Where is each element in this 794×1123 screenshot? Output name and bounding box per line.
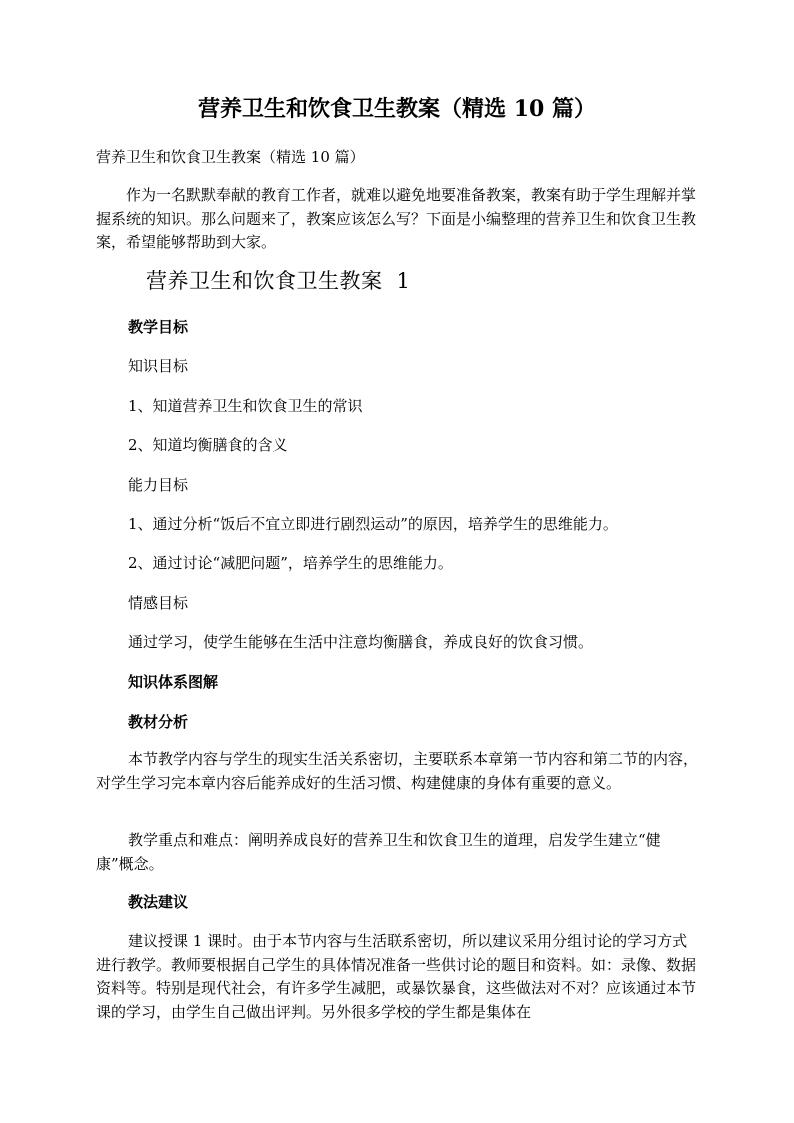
document-subtitle: 营养卫生和饮食卫生教案（精选 10 篇） bbox=[96, 148, 365, 166]
teaching-goals-heading: 教学目标 bbox=[128, 318, 189, 336]
ability-item-1: 1、通过分析“饭后不宜立即进行剧烈运动”的原因，培养学生的思维能力。 bbox=[128, 515, 618, 533]
ability-item-2: 2、通过讨论“减肥问题”，培养学生的思维能力。 bbox=[128, 554, 453, 572]
section-heading-number: 1 bbox=[396, 269, 411, 293]
knowledge-goals-label: 知识目标 bbox=[128, 357, 189, 375]
material-analysis-heading: 教材分析 bbox=[128, 713, 189, 731]
knowledge-system-heading: 知识体系图解 bbox=[128, 673, 219, 691]
intro-paragraph: 作为一名默默奉献的教育工作者，就难以避免地要准备教案，教案有助于学生理解并掌握系统的知识。那么问题来了，教案应该怎么写？下面是小编整理的营养卫生和饮食卫生教案，希望能够帮助到大家。 bbox=[96, 186, 697, 251]
knowledge-item-2: 2、知道均衡膳食的含义 bbox=[128, 436, 288, 454]
method-suggestion-heading: 教法建议 bbox=[128, 893, 189, 911]
section-heading-text: 营养卫生和饮食卫生教案 bbox=[146, 269, 383, 293]
knowledge-item-1: 1、知道营养卫生和饮食卫生的常识 bbox=[128, 397, 363, 415]
section-heading bbox=[146, 266, 410, 296]
emotion-goals-label: 情感目标 bbox=[128, 594, 189, 612]
ability-goals-label: 能力目标 bbox=[128, 476, 189, 494]
material-paragraph-1: 本节教学内容与学生的现实生活关系密切，主要联系本章第一节内容和第二节的内容，对学生学习完本章内容后能养成好的生活习惯、构建健康的身体有重要的意义。 bbox=[96, 750, 699, 792]
material-paragraph-2: 教学重点和难点：阐明养成良好的营养卫生和饮食卫生的道理，启发学生建立“健康”概念。 bbox=[96, 831, 661, 873]
method-paragraph: 建议授课 1 课时。由于本节内容与生活联系密切，所以建议采用分组讨论的学习方式进行教学。教师要根据自己学生的具体情况准备一些供讨论的题目和资料。如：录像、数据资料等。特别是现代社会，有许多学生减肥，或暴饮暴食，这些做法对不对？应该通过本节课的学习，由学生自己做出评判。另外很多学校的学生都是集体在 bbox=[96, 932, 697, 1021]
document-title: 营养卫生和饮食卫生教案（精选 10 篇） bbox=[198, 96, 596, 122]
emotion-item: 通过学习，使学生能够在生活中注意均衡膳食，养成良好的饮食习惯。 bbox=[128, 633, 594, 651]
